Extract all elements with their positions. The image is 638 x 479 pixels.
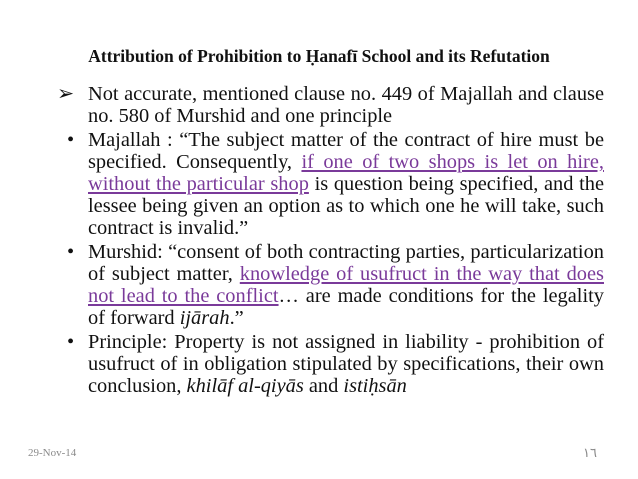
italic-term: khilāf al-qiyās xyxy=(186,375,304,397)
bullet-icon: • xyxy=(67,129,75,151)
item-text-cont: is question being specified, and the lessee being given an option as to which one he will take, such contract is invalid.” xyxy=(88,173,604,239)
list-item-summary xyxy=(59,83,604,127)
majallah-link[interactable]: if one of two shops is let on hire, without the particular shop xyxy=(88,151,604,195)
arrow-bullet-icon: ➢ xyxy=(57,83,75,105)
footer-date: 29-Nov-14 xyxy=(28,447,77,459)
italic-term: ijārah xyxy=(179,307,230,329)
bullet-icon: • xyxy=(67,331,75,353)
item-text: Murshid: “consent of both contracting parties, particularization of subject matter, xyxy=(88,241,604,285)
slide-content xyxy=(59,83,604,397)
bullet-icon: • xyxy=(67,241,75,263)
item-text: Majallah : “The subject matter of the contract of hire must be specified. Consequently, xyxy=(88,129,604,173)
item-text: Principle: Property is not assigned in liability - prohibition of usufruct of in obligation stipulated by specifications, their own conclusion, xyxy=(88,331,604,397)
item-text-cont: … are made conditions for the legality of forward xyxy=(88,285,604,329)
italic-term: istiḥsān xyxy=(343,375,407,397)
list-item-murshid xyxy=(59,241,604,329)
list-item-principle xyxy=(59,331,604,397)
item-text-end: .” xyxy=(229,307,244,329)
murshid-link[interactable]: knowledge of usufruct in the way that does not lead to the conflict xyxy=(88,263,604,307)
item-text: Not accurate, mentioned clause no. 449 of Majallah and clause no. 580 of Murshid and one principle xyxy=(88,83,604,127)
slide-number: ١٦ xyxy=(583,445,597,460)
list-item-majallah xyxy=(59,129,604,239)
slide-title: Attribution of Prohibition to Ḥanafī School and its Refutation xyxy=(88,46,550,66)
item-text-cont: and xyxy=(303,375,344,397)
